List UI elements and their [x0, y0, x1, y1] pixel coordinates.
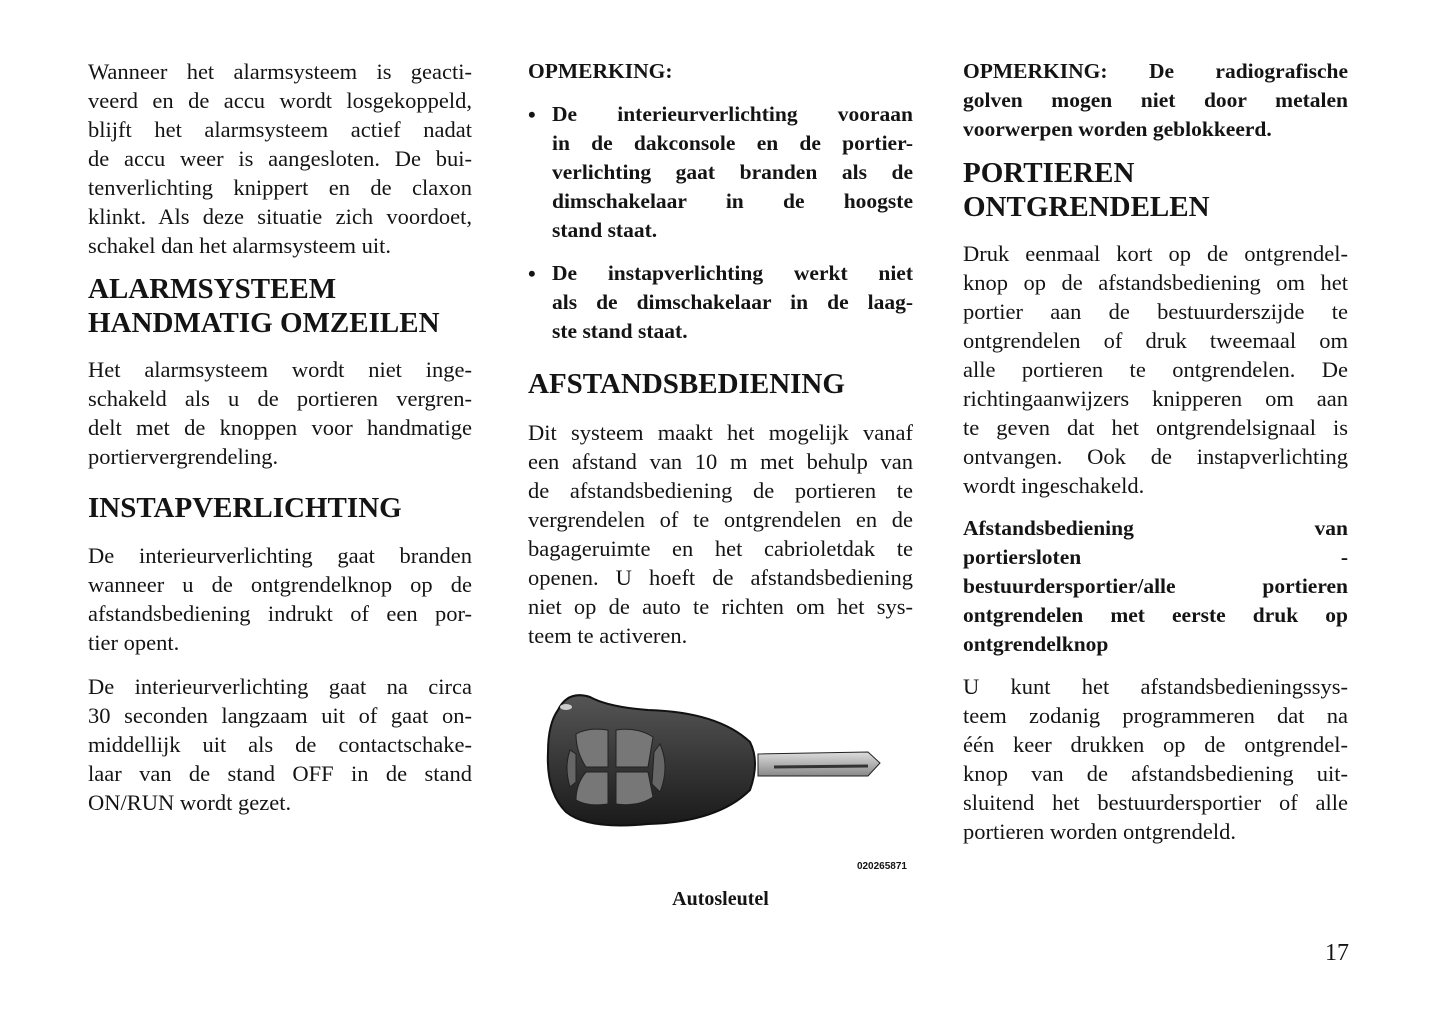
paragraph — [88, 672, 472, 817]
text-line: Het alarmsysteem wordt niet inge- — [88, 357, 472, 382]
text-line: de accu weer is aangesloten. De bui- — [88, 146, 472, 171]
text-line: ontgrendelen met eerste druk op — [963, 603, 1348, 627]
text-line: knop van de afstandsbediening uit- — [963, 761, 1348, 786]
text-line: in de dakconsole en de portier- — [552, 131, 913, 155]
text-line: schakeld als u de portieren vergren- — [88, 386, 472, 411]
text-line: richtingaanwijzers knipperen om aan — [963, 386, 1348, 411]
text-line: bagageruimte en het cabrioletdak te — [528, 536, 913, 561]
text-line: wordt ingeschakeld. — [963, 473, 1145, 498]
text-line: wanneer u de ontgrendelknop op de — [88, 572, 472, 597]
section-heading — [528, 367, 913, 401]
text-line: Wanneer het alarmsysteem is geacti- — [88, 59, 472, 84]
text-line: portier aan de bestuurderszijde te — [963, 299, 1348, 324]
subheading — [963, 514, 1348, 659]
note — [963, 57, 1348, 144]
car-key-remote-icon — [528, 672, 913, 857]
section-heading — [963, 156, 1348, 224]
text-line: golven mogen niet door metalen — [963, 88, 1348, 112]
text-line: ste stand staat. — [552, 319, 688, 343]
text-line: HANDMATIG OMZEILEN — [88, 307, 440, 339]
text-line: als de dimschakelaar in de laag- — [552, 290, 913, 314]
text-line: blijft het alarmsysteem actief nadat — [88, 117, 472, 142]
section-heading — [88, 491, 472, 525]
text-line: voorwerpen worden geblokkeerd. — [963, 117, 1272, 141]
text-line: De interieurverlichting vooraan — [552, 102, 913, 126]
text-line: ontgrendelknop — [963, 632, 1109, 656]
text-line: Afstandsbediening van — [963, 516, 1348, 540]
text-line: portieren worden ontgrendeld. — [963, 819, 1237, 844]
page-number: 17 — [1325, 940, 1349, 966]
text-line: INSTAPVERLICHTING — [88, 492, 402, 524]
text-line: De instapverlichting werkt niet — [552, 261, 913, 285]
paragraph — [88, 355, 472, 471]
text-line: De interieurverlichting gaat branden — [88, 543, 472, 568]
text-line: AFSTANDSBEDIENING — [528, 368, 845, 400]
text-line: portiersloten - — [963, 545, 1348, 569]
text-line: ontvangen. Ook de instapverlichting — [963, 444, 1348, 469]
paragraph — [88, 541, 472, 657]
text-line: Druk eenmaal kort op de ontgrendel- — [963, 241, 1348, 266]
section-heading — [88, 272, 472, 340]
text-line: vergrendelen of te ontgrendelen en de — [528, 507, 913, 532]
text-line: schakel dan het alarmsysteem uit. — [88, 233, 392, 258]
text-line: te geven dat het ontgrendelsignaal is — [963, 415, 1348, 440]
paragraph — [963, 239, 1348, 500]
text-line: openen. U hoeft de afstandsbediening — [528, 565, 913, 590]
text-line: De interieurverlichting gaat na circa — [88, 674, 472, 699]
text-line: portiervergrendeling. — [88, 444, 279, 469]
text-line: verlichting gaat branden als de — [552, 160, 913, 184]
text-line: PORTIEREN — [963, 157, 1135, 189]
text-line: knop op de afstandsbediening om het — [963, 270, 1348, 295]
text-line: bestuurdersportier/alle portieren — [963, 574, 1348, 598]
text-line: 30 seconden langzaam uit of gaat on- — [88, 703, 472, 728]
bullet-icon: • — [528, 102, 536, 127]
text-line: middellijk uit als de contactschake- — [88, 732, 472, 757]
text-line: sluitend het bestuurdersportier of alle — [963, 790, 1348, 815]
bullet-item — [528, 100, 913, 245]
bullet-icon: • — [528, 261, 536, 286]
figure-code: 020265871 — [856, 861, 907, 872]
text-line: Dit systeem maakt het mogelijk vanaf — [528, 420, 913, 445]
paragraph — [528, 418, 913, 650]
text-line: teem te activeren. — [528, 623, 688, 648]
text-line: tier opent. — [88, 630, 180, 655]
paragraph — [963, 672, 1348, 846]
text-line: tenverlichting knippert en de claxon — [88, 175, 472, 200]
text-line: een afstand van 10 m met behulp van — [528, 449, 913, 474]
text-line: veerd en de accu wordt losgekoppeld, — [88, 88, 472, 113]
text-line: ontgrendelen of druk tweemaal om — [963, 328, 1348, 353]
text-line: klinkt. Als deze situatie zich voordoet, — [88, 204, 472, 229]
text-line: delt met de knoppen voor handmatige — [88, 415, 472, 440]
note — [528, 57, 913, 86]
text-line: ONTGRENDELEN — [963, 191, 1210, 223]
paragraph — [88, 57, 472, 260]
text-line: teem zodanig programmeren dat na — [963, 703, 1348, 728]
text-line: ALARMSYSTEEM — [88, 273, 337, 305]
text-line: afstandsbediening indrukt of een por- — [88, 601, 472, 626]
text-line: OPMERKING: — [528, 59, 673, 83]
text-line: alle portieren te ontgrendelen. De — [963, 357, 1348, 382]
text-line: niet op de auto te richten om het sys- — [528, 594, 913, 619]
text-line: dimschakelaar in de hoogste — [552, 189, 913, 213]
key-figure — [528, 672, 913, 910]
bullet-item — [528, 259, 913, 346]
text-line: U kunt het afstandsbedieningssys- — [963, 674, 1348, 699]
figure-caption: Autosleutel — [672, 888, 769, 910]
text-line: de afstandsbediening de portieren te — [528, 478, 913, 503]
text-line: één keer drukken op de ontgrendel- — [963, 732, 1348, 757]
text-line: OPMERKING: De radiografische — [963, 59, 1348, 83]
text-line: stand staat. — [552, 218, 658, 242]
text-line: ON/RUN wordt gezet. — [88, 790, 292, 815]
text-line: laar van de stand OFF in de stand — [88, 761, 472, 786]
